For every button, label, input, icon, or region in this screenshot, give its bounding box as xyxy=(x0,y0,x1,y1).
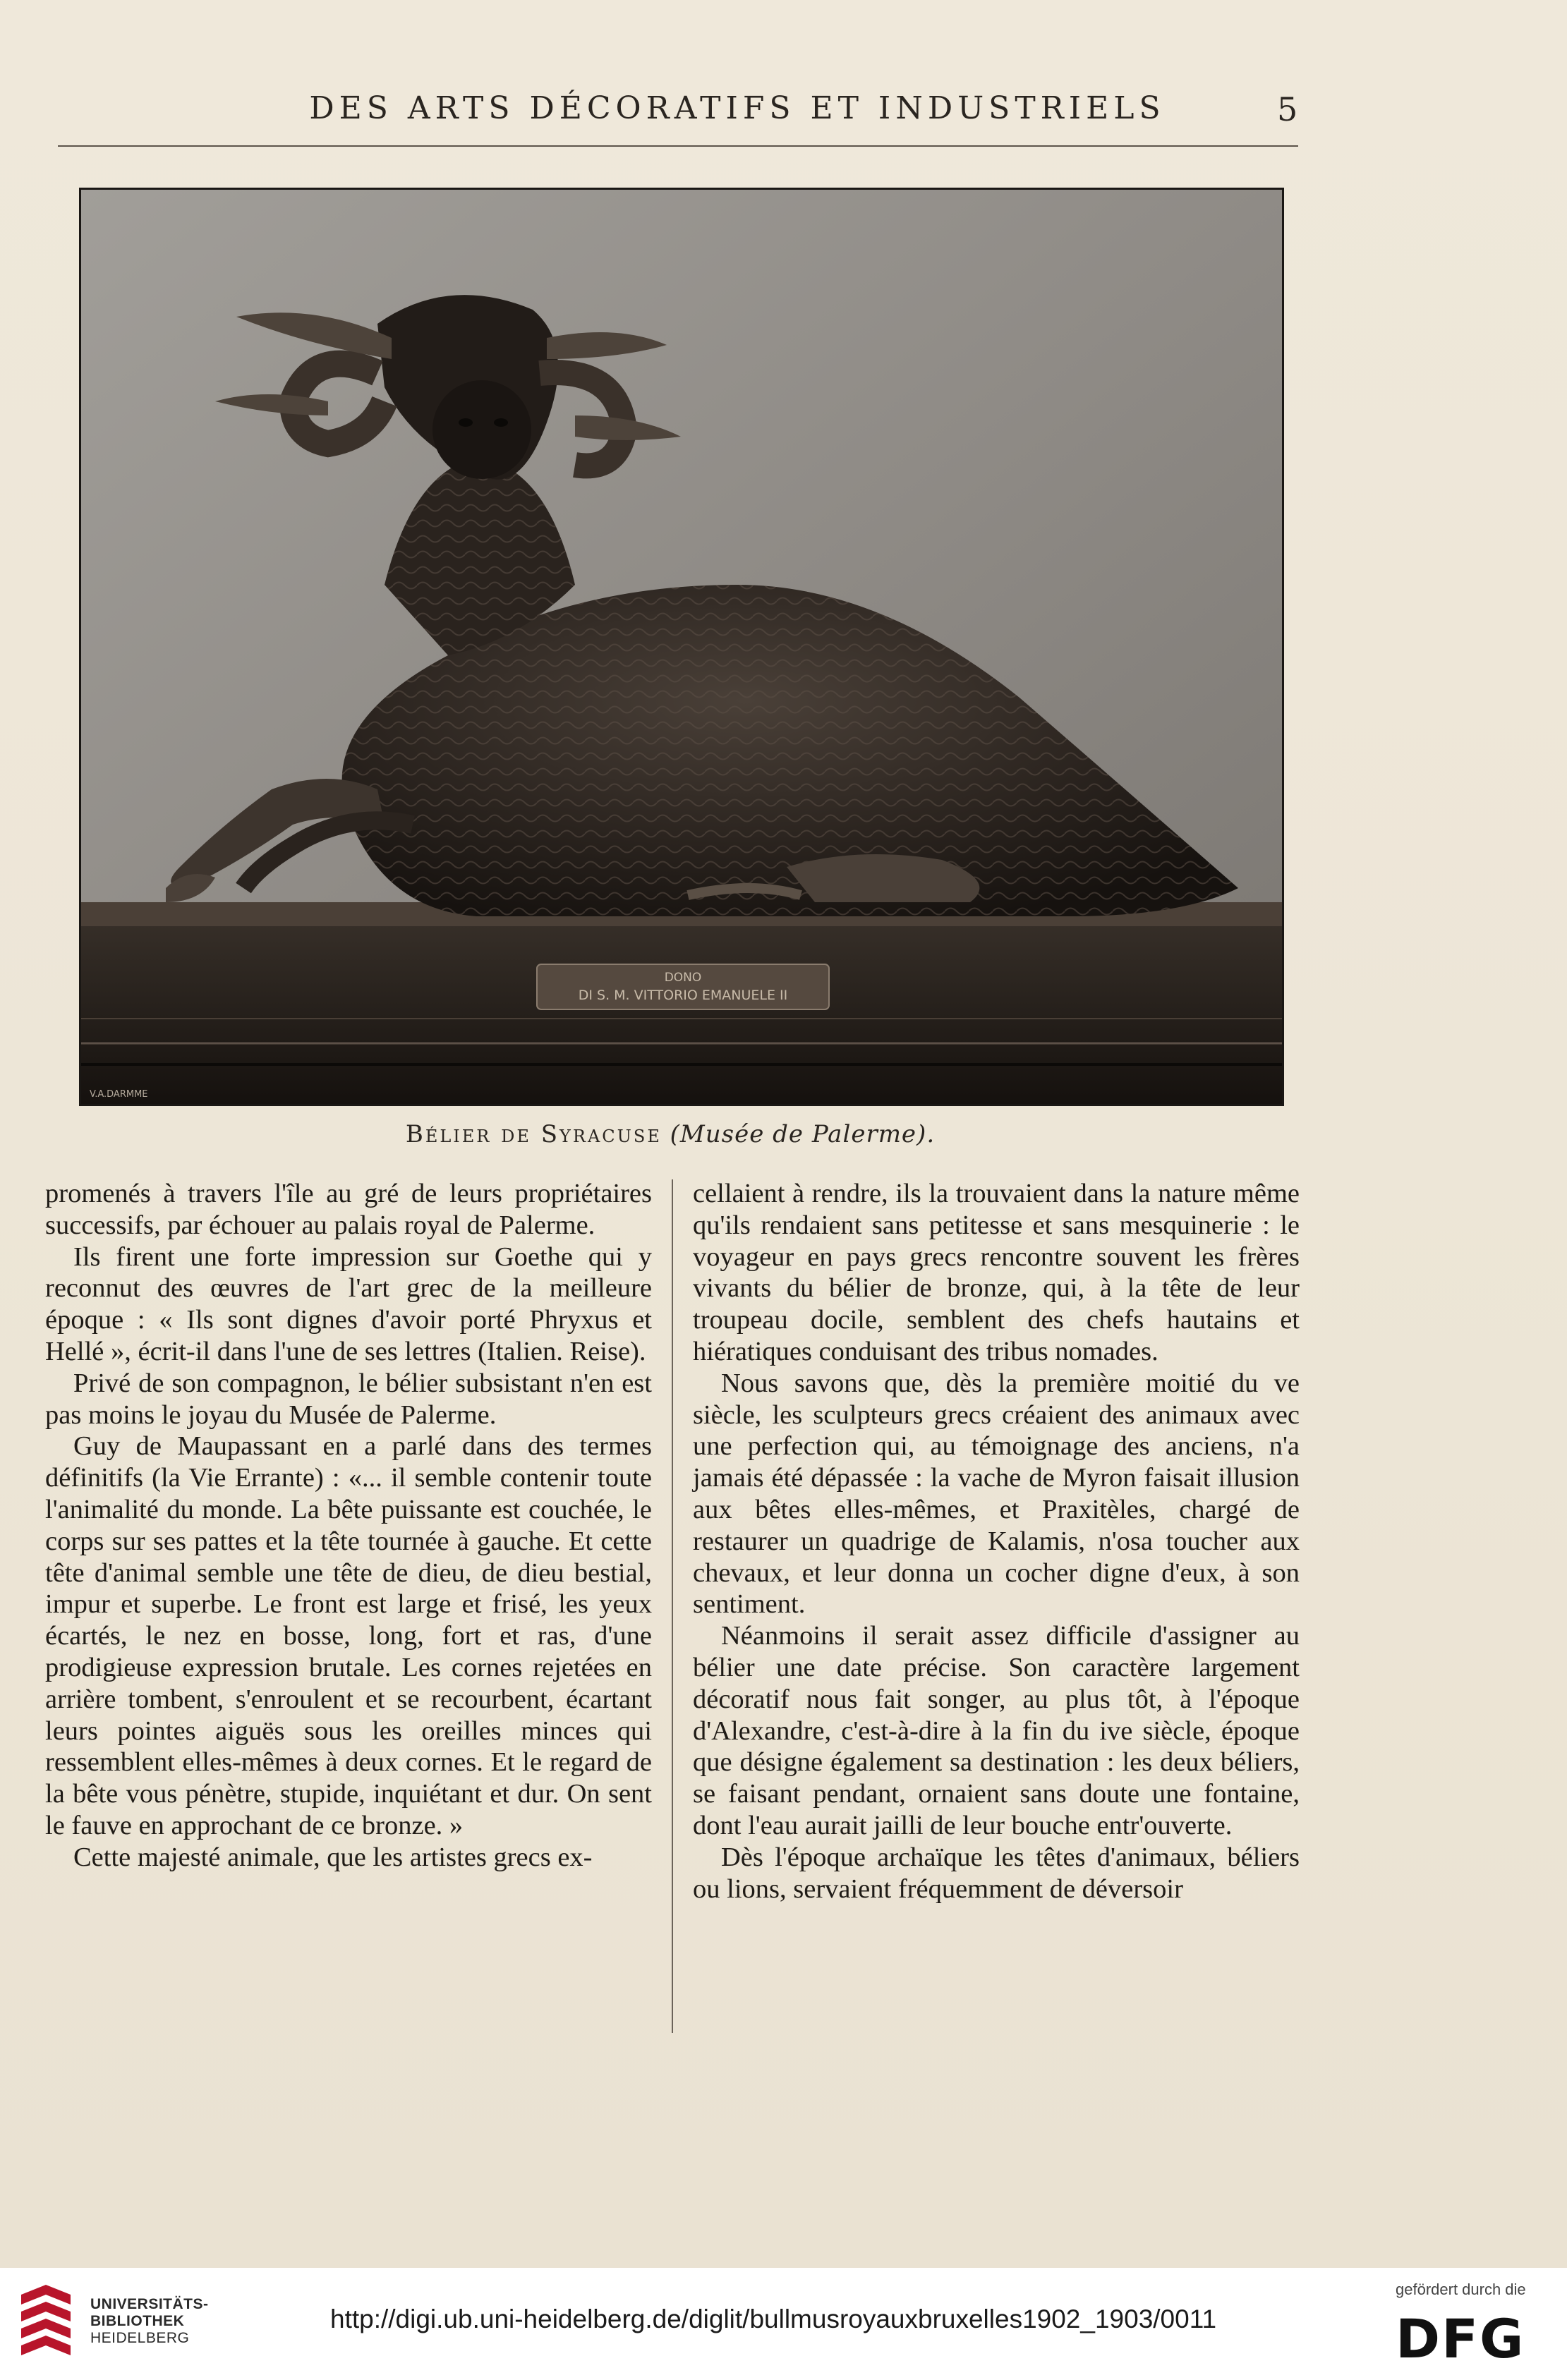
library-line-3: HEIDELBERG xyxy=(90,2330,190,2346)
paragraph: Guy de Maupassant en a parlé dans des termes définitifs (la Vie Errante) : «... il semble contenir toute l'animalité du monde. La bête puissante est couchée, le corps sur ses pattes et la tête tournée à gauche. Et cette tête d'animal semble une tête de dieu, de dieu bestial, impur et superbe. Le front est large et frisé, les yeux écartés, le nez en bosse, long, fort et ras, d'une prodigieuse expression brutale. Les cornes rejetées en arrière tombent, s'enroulent et se recourbent, écartant leurs pointes aiguës sous les oreilles minces qui ressemblent elles-mêmes à deux cornes. Et le regard de la bête vous pénètre, stupide, inquiétant et dur. On sent le fauve en approchant de ce bronze. » xyxy=(45,1431,652,1840)
library-line-2: BIBLIOTHEK xyxy=(90,2313,185,2329)
library-line-1: UNIVERSITÄTS- xyxy=(90,2296,209,2312)
caption-source: (Musée de Palerme). xyxy=(670,1120,936,1148)
plaque-line-1: DONO xyxy=(664,971,702,985)
funding-note: gefördert durch die xyxy=(1396,2281,1526,2298)
university-library-name xyxy=(90,2296,209,2347)
paragraph: promenés à travers l'île au gré de leurs propriétaires successifs, par échouer au palais royal de Palerme. xyxy=(45,1179,652,1240)
permalink-url[interactable]: http://digi.ub.uni-heidelberg.de/diglit/bullmusroyauxbruxelles1902_1903/0011 xyxy=(330,2305,1217,2333)
running-title: DES ARTS DÉCORATIFS ET INDUSTRIELS xyxy=(309,90,1166,126)
paragraph: Dès l'époque archaïque les têtes d'animaux, béliers ou lions, servaient fréquemment de déversoir xyxy=(693,1842,1300,1904)
column-rule xyxy=(672,1179,673,2033)
paragraph: Ils firent une forte impression sur Goethe qui y reconnut des œuvres de l'art grec de la meilleure époque : « Ils sont dignes d'avoir porté Phryxus et Hellé », écrit-il dans l'une de ses lettres (Italien. Reise). xyxy=(45,1241,652,1366)
plaque-line-2: DI S. M. VITTORIO EMANUELE II xyxy=(578,988,788,1003)
university-library-logo xyxy=(14,2281,78,2364)
caption-name: Bélier de Syracuse xyxy=(405,1120,662,1148)
figure-caption xyxy=(0,1120,1341,1148)
photographer-mark: V.A.DARMME xyxy=(90,1089,148,1100)
digitization-footer xyxy=(0,2268,1567,2380)
paragraph: cellaient à rendre, ils la trouvaient dans la nature même qu'ils rendaient sans petitesse et sans mesquinerie : le voyageur en pays grecs rencontre souvent les frères vivants du bélier de bronze, qui, à la tête de leur troupeau docile, semblent des chefs hautains et hiératiques conduisant des tribus nomades. xyxy=(693,1179,1300,1366)
paragraph: Nous savons que, dès la première moitié du ve siècle, les sculpteurs grecs créaient des animaux avec une perfection qui, au témoignage des anciens, n'a jamais été dépassée : la vache de Myron faisait illusion aux bêtes elles-mêmes, et Praxitèles, chargé de restaurer un quadrige de Kalamis, n'osa toucher aux chevaux, et leur donna un cocher digne d'eux, à son sentiment. xyxy=(693,1368,1300,1620)
right-column xyxy=(693,1178,1300,1905)
ram-photograph xyxy=(79,188,1284,1106)
header-rule xyxy=(58,145,1298,147)
left-column xyxy=(45,1178,652,1874)
page-number: 5 xyxy=(1277,90,1298,128)
ram-sculpture-illustration xyxy=(81,190,1282,1104)
paragraph: Privé de son compagnon, le bélier subsistant n'en est pas moins le joyau du Musée de Palerme. xyxy=(45,1368,652,1430)
paragraph: Cette majesté animale, que les artistes grecs ex- xyxy=(73,1842,593,1872)
dfg-logo: DFG xyxy=(1396,2307,1525,2370)
paragraph: Néanmoins il serait assez difficile d'assigner au bélier une date précise. Son caractère largement décoratif nous fait songer, au plus tôt, à l'époque d'Alexandre, c'est-à-dire à la fin du ive siècle, époque que désigne également sa destination : les deux béliers, se faisant pendant, ornaient sans doute une fontaine, dont l'eau aurait jailli de leur bouche entr'ouverte. xyxy=(693,1621,1300,1840)
